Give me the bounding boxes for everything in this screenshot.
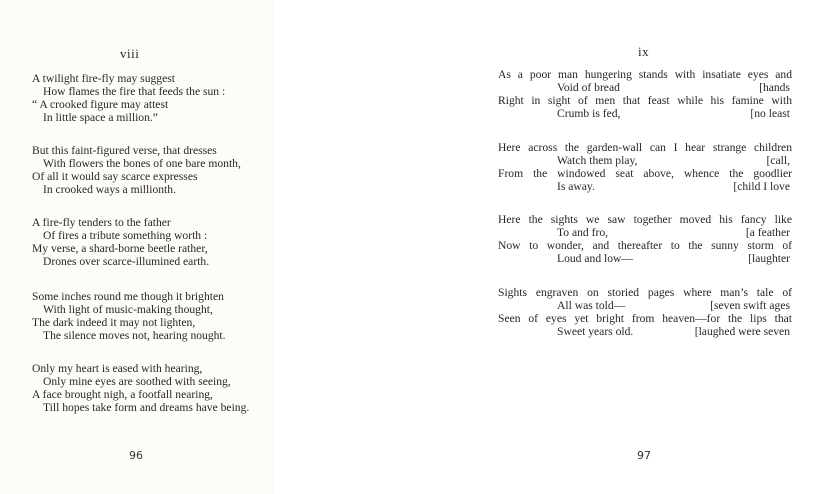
verse-line: Sights engraven on storied pages where man’s tale of xyxy=(498,286,792,299)
verse-turnover: [seven swift ages xyxy=(710,299,790,313)
section-heading-ix: ix xyxy=(638,44,650,59)
verse-turnover: [a feather xyxy=(745,226,790,240)
verse-line: Only my heart is eased with hearing, xyxy=(32,362,203,375)
verse-line: From the windowed seat above, whence the goodlier xyxy=(498,167,792,181)
verse-line: Seen of eyes yet bright from heaven—for the lips that xyxy=(498,312,792,326)
poem-stanza xyxy=(498,68,792,120)
verse-line-short xyxy=(498,226,792,239)
poem-stanza xyxy=(32,290,272,342)
verse-line: Right in sight of men that feast while his famine with xyxy=(498,94,792,108)
verse-line-short xyxy=(498,299,792,312)
book-gutter xyxy=(272,0,275,494)
page-number-right: 97 xyxy=(637,449,651,462)
verse-line: In little space a million.” xyxy=(43,111,158,125)
page-number-left: 96 xyxy=(129,449,143,462)
verse-line-text: Sweet years old. xyxy=(557,325,634,339)
verse-line: Of all it would say scarce expresses xyxy=(32,170,198,184)
verse-line: Some inches round me though it brighten xyxy=(32,290,224,303)
verse-turnover: [no least xyxy=(750,107,790,121)
verse-line-text: Is away. xyxy=(557,180,595,194)
verse-line: The silence moves not, hearing nought. xyxy=(43,329,226,343)
verse-line: Till hopes take form and dreams have being. xyxy=(43,401,250,415)
verse-turnover: [call, xyxy=(766,154,790,168)
verse-line-text: All was told— xyxy=(557,299,626,313)
poem-stanza xyxy=(32,144,272,196)
poem-stanza xyxy=(32,216,272,268)
verse-line: Here across the garden-wall can I hear strange children xyxy=(498,141,792,154)
section-heading-viii: viii xyxy=(120,46,140,61)
poem-stanza xyxy=(32,72,272,124)
verse-line: With flowers the bones of one bare month, xyxy=(43,157,241,171)
verse-line: In crooked ways a millionth. xyxy=(43,183,176,197)
verse-line-text: To and fro, xyxy=(557,226,609,240)
verse-line-short xyxy=(498,325,792,338)
verse-line: My verse, a shard-borne beetle rather, xyxy=(32,242,208,256)
verse-turnover: [child I love xyxy=(733,180,790,194)
verse-turnover: [laughed were seven xyxy=(694,325,790,339)
verse-line: A face brought nigh, a footfall nearing, xyxy=(32,388,213,402)
verse-line-text: Loud and low— xyxy=(557,252,633,266)
verse-line: As a poor man hungering stands with insatiate eyes and xyxy=(498,68,792,81)
verse-line-short xyxy=(498,107,792,120)
verse-line: The dark indeed it may not lighten, xyxy=(32,316,196,330)
verse-line: Now to wonder, and thereafter to the sunny storm of xyxy=(498,239,792,253)
verse-line: Only mine eyes are soothed with seeing, xyxy=(43,375,231,389)
verse-line: “ A crooked figure may attest xyxy=(32,98,169,112)
verse-line: Drones over scarce-illumined earth. xyxy=(43,255,210,269)
verse-turnover: [laughter xyxy=(748,252,790,266)
verse-line-short xyxy=(498,154,792,167)
poem-stanza xyxy=(498,286,792,338)
verse-line-text: Crumb is fed, xyxy=(557,107,621,121)
verse-line: But this faint-figured verse, that dresses xyxy=(32,144,217,157)
verse-line: Here the sights we saw together moved his fancy like xyxy=(498,213,792,226)
verse-line-text: Void of bread xyxy=(557,81,620,95)
poem-stanza xyxy=(498,141,792,193)
verse-turnover: [hands xyxy=(759,81,790,95)
poem-stanza xyxy=(32,362,272,414)
verse-line: A twilight fire-fly may suggest xyxy=(32,72,175,85)
verse-line: A fire-fly tenders to the father xyxy=(32,216,171,229)
verse-line: How flames the fire that feeds the sun : xyxy=(43,85,226,99)
verse-line-short xyxy=(498,252,792,265)
verse-line-short xyxy=(498,180,792,193)
verse-line: Of fires a tribute something worth : xyxy=(43,229,208,243)
verse-line-short xyxy=(498,81,792,94)
verse-line-text: Watch them play, xyxy=(557,154,638,168)
verse-line: With light of music-making thought, xyxy=(43,303,213,317)
poem-stanza xyxy=(498,213,792,265)
